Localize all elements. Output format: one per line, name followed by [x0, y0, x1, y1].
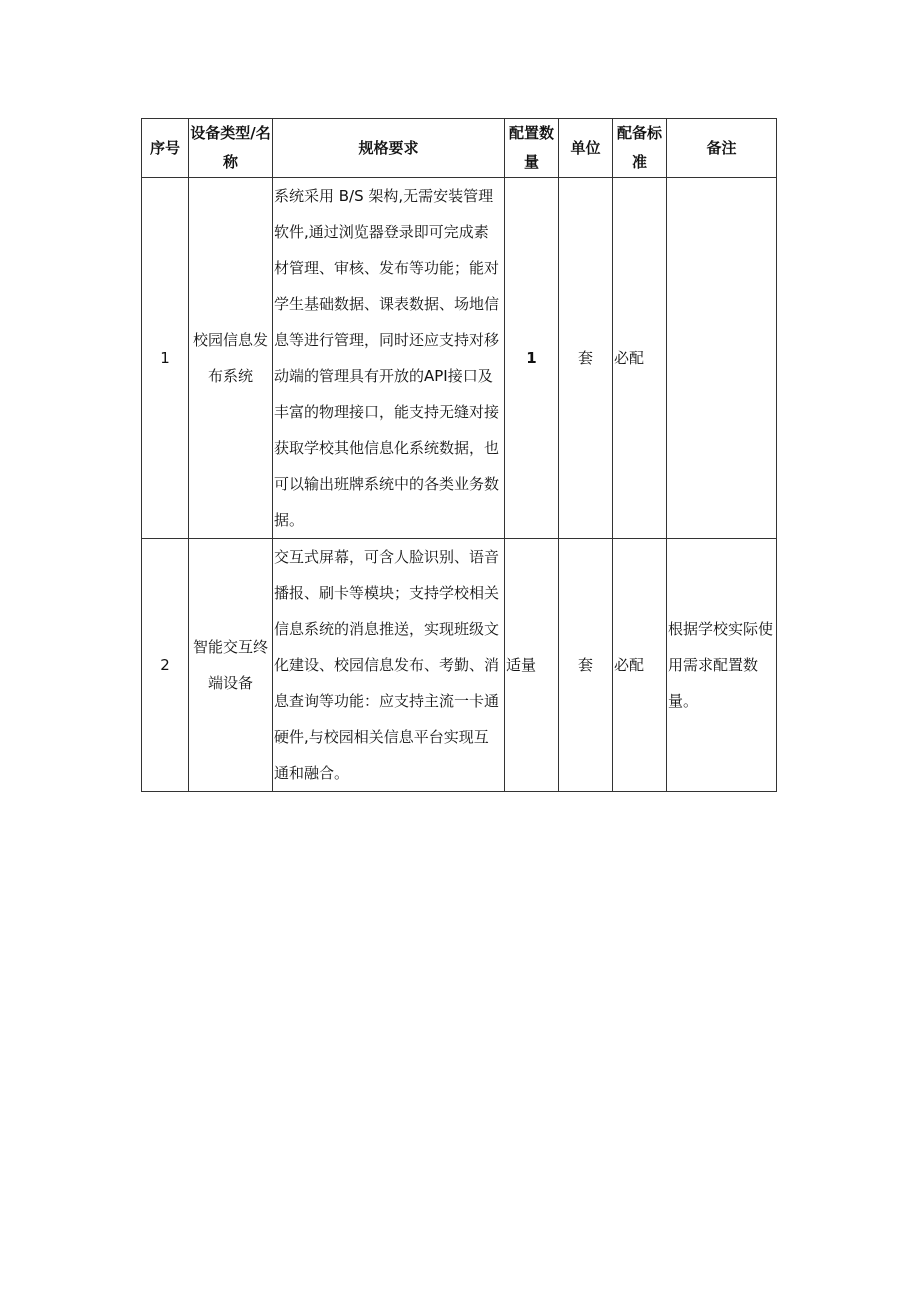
header-device-type: 设备类型/名称: [189, 119, 273, 178]
equipment-spec-table: [141, 118, 777, 792]
cell-index: 2: [142, 539, 189, 792]
table-header-row: [142, 119, 777, 178]
header-quantity: 配置数量: [505, 119, 559, 178]
cell-quantity: 1: [505, 178, 559, 539]
cell-spec: 交互式屏幕，可含人脸识别、语音播报、刷卡等模块；支持学校相关信息系统的消息推送，实现班级文化建设、校园信息发布、考勤、消息查询等功能：应支持主流一卡通硬件,与校园相关信息平台实现互通和融合。: [273, 539, 505, 792]
cell-index: 1: [142, 178, 189, 539]
header-spec: 规格要求: [273, 119, 505, 178]
cell-spec: 系统采用 B/S 架构,无需安装管理软件,通过浏览器登录即可完成素材管理、审核、发布等功能；能对学生基础数据、课表数据、场地信息等进行管理，同时还应支持对移动端的管理具有开放的API接口及丰富的物理接口，能支持无缝对接获取学校其他信息化系统数据，也可以输出班牌系统中的各类业务数据。: [273, 178, 505, 539]
header-remark: 备注: [667, 119, 777, 178]
header-index: 序号: [142, 119, 189, 178]
cell-device-type: 智能交互终端设备: [189, 539, 273, 792]
table-row: [142, 539, 777, 792]
cell-unit: 套: [559, 539, 613, 792]
cell-standard: 必配: [613, 539, 667, 792]
cell-standard: 必配: [613, 178, 667, 539]
header-standard: 配备标准: [613, 119, 667, 178]
cell-remark: [667, 178, 777, 539]
header-unit: 单位: [559, 119, 613, 178]
cell-unit: 套: [559, 178, 613, 539]
cell-remark: 根据学校实际使用需求配置数量。: [667, 539, 777, 792]
table-row: [142, 178, 777, 539]
cell-device-type: 校园信息发布系统: [189, 178, 273, 539]
cell-quantity: 适量: [505, 539, 559, 792]
